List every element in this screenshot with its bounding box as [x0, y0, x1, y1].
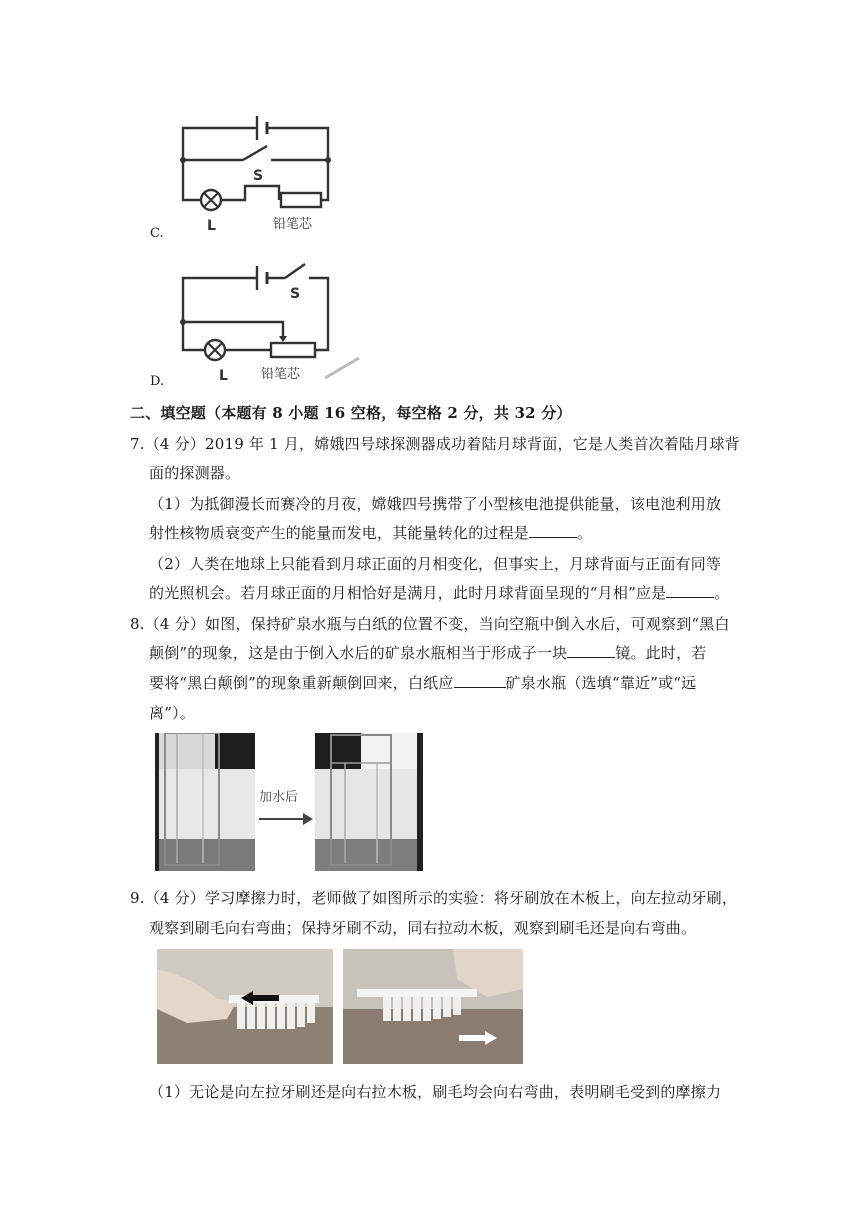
q9-line-2: 观察到刷毛向右弯曲；保持牙刷不动，同右拉动木板，观察到刷毛还是向右弯曲。: [149, 919, 697, 937]
q8-line-4: 离”）。: [149, 704, 195, 722]
lamp-icon: [201, 190, 221, 210]
q8-line-3-end: 矿泉水瓶（选填“靠近”或“远: [505, 674, 697, 692]
slider-arrow-icon: [279, 336, 287, 342]
bottle-photo: [155, 733, 423, 871]
option-c-label: C.: [150, 226, 164, 241]
circuit-diagram-d: [175, 258, 365, 388]
q7-part2-end: 。: [714, 584, 730, 602]
q8-line-3: [149, 672, 696, 693]
q9-part1-line-1: （1）无论是向左拉牙刷还是向右拉木板，刷毛均会向右弯曲，表明刷毛受到的摩擦力: [149, 1083, 722, 1101]
photo-caption: 加水后: [259, 790, 299, 805]
q7-blank-1[interactable]: [529, 523, 577, 538]
toothbrush-photos: [157, 949, 523, 1064]
q7-part1-line-1: （1）为抵御漫长而赛冷的月夜，嫦娥四号携带了小型核电池提供能量，该电池利用放: [149, 495, 722, 513]
q7-line-1: 7.（4 分）2019 年 1 月，嫦娥四号球探测器成功着陆月球背面，它是人类首次着陆月球背: [130, 435, 740, 453]
q9-photos: [157, 949, 523, 1064]
q8-line-2-end: 镜。此时，若: [615, 644, 707, 662]
q8-line-2: [149, 642, 706, 663]
q7-blank-2[interactable]: [666, 583, 714, 598]
junction-dot: [180, 157, 186, 163]
q8-line-3-text: 要将“黑白颠倒”的现象重新颠倒回来，白纸应: [149, 674, 454, 692]
q7-part2-text: 的光照机会。若月球正面的月相恰好是满月，此时月球背面呈现的“月相”应是: [149, 584, 667, 602]
q8-line-2-text: 颠倒”的现象，这是由于倒入水后的矿泉水瓶相当于形成子一块: [149, 644, 568, 662]
junction-dot: [325, 157, 331, 163]
lamp-icon: [205, 340, 225, 360]
junction-dot: [180, 319, 186, 325]
option-c-circuit: [175, 108, 345, 238]
switch-label: S: [290, 286, 301, 302]
option-d-label: D.: [150, 374, 165, 389]
switch-label: S: [253, 168, 264, 184]
q7-line-2: 面的探测器。: [149, 464, 241, 482]
q8-blank-2[interactable]: [454, 673, 506, 688]
q7-part1-line-2: [149, 522, 592, 543]
q7-part2-line-1: （2）人类在地球上只能看到月球正面的月相变化，但事实上，月球背面与正面有同等: [149, 555, 722, 573]
q7-part2-line-2: [149, 582, 730, 603]
resistor-label: 铅笔芯: [273, 217, 313, 232]
q7-part1-text: 射性核物质衰变产生的能量而发电，其能量转化的过程是: [149, 524, 530, 542]
option-d-circuit: [175, 258, 365, 388]
circuit-diagram-c: [175, 108, 345, 238]
lamp-label: L: [219, 368, 228, 384]
q8-photo: [155, 733, 423, 871]
lamp-label: L: [207, 218, 216, 234]
q7-part1-end: 。: [577, 524, 593, 542]
q8-blank-1[interactable]: [567, 643, 615, 658]
resistor-label: 铅笔芯: [261, 367, 301, 382]
q8-line-1: 8.（4 分）如图，保持矿泉水瓶与白纸的位置不变，当向空瓶中倒入水后，可观察到“黑白: [130, 615, 730, 633]
q9-line-1: 9.（4 分）学习摩擦力时，老师做了如图所示的实验：将牙刷放在木板上，向左拉动牙刷，: [130, 889, 738, 907]
section-header: 二、填空题（本题有 8 小题 16 空格，每空格 2 分，共 32 分）: [130, 404, 572, 422]
